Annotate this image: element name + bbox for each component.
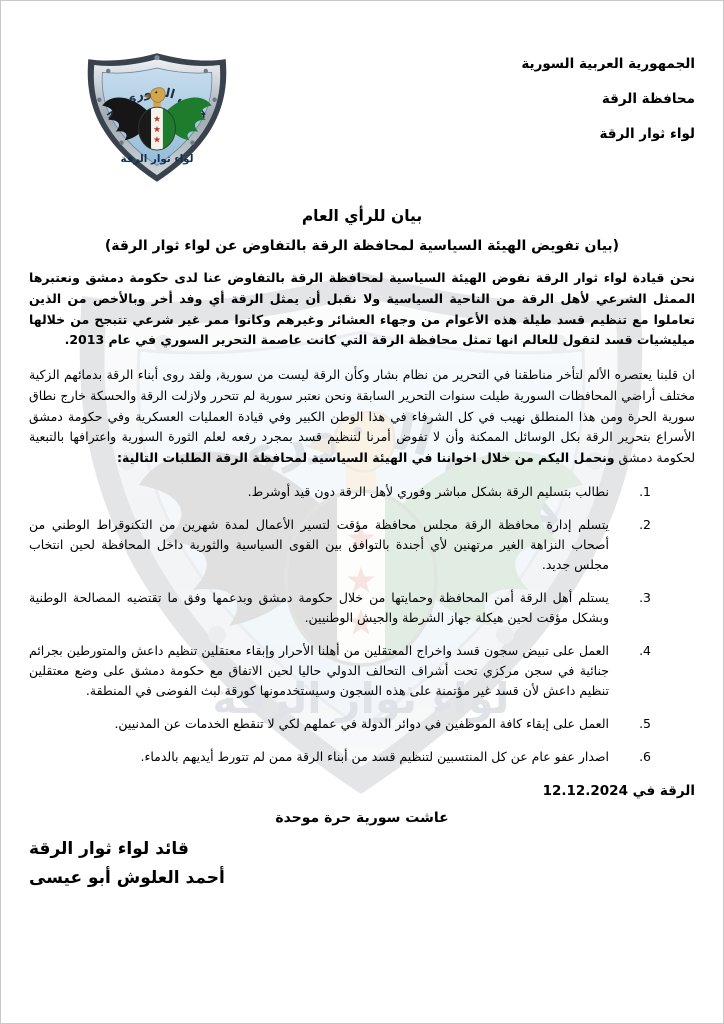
paragraph-context-normal: ان قلبنا يعتصره الألم لتأخر مناطقنا في التحرير من نظام بشار وكأن الرقة ليست من سورية, ولقد روى أبناء الرقة بدمائهم الزكية مختلف أراضي المحافظات السورية طيلت سنوات التحرير السابقة ونحن نعتبر سورية لم تتحرر ولازلت الرقة والحسكة خارج نطاق سورية الحرة ومن هذا المنطلق نهيب في كل الشرفاء في هذا الوطن الكبير وفي قيادة العمليات العسكرية وفي حكومة دمشق الأسراع بتحرير الرقة بكل الوسائل الممكنة وأن لا تفوض أمرنا لتنظيم قسد بمجرد رفعه لعلم الثورة السورية واعترافها بالتبعية لحكومة دمشق — [29, 367, 695, 465]
paragraph-context-bold: ونحمل اليكم من خلال اخواننا في الهيئة السياسية لمحافظة الرقة الطلبات التالية: — [116, 450, 615, 465]
paragraph-authorization: نحن قيادة لواء ثوار الرقة نفوض الهيئة السياسية لمحافظة الرقة بالتفاوض عنا لدى حكومة دمشق ونعتبرها الممثل الشرعي لأهل الرقة من الناحية السياسية ولا نقبل أن يمثل الرقة أي وفد أخر وبالأخص من الذين تعاملوا مع تنظيم قسد طيلة هذه الأعوام من وجهاء العشائر وغيرهم وكانوا ممر غير شرعي تتبجح من خلالها ميليشيات قسد لتقول للعالم انها تمثل محافظة الرقة التي كانت عاصمة التحرير السوري في عام 2013. — [29, 270, 695, 348]
demand-text: العمل على إبقاء كافة الموظفين في دوائر الدولة في عملهم لكي لا تنقطع الخدمات عن المدنيين. — [114, 715, 609, 731]
demand-text: العمل على تبيض سجون قسد واخراج المعتقلين من أهلنا الأحرار وإبقاء معتقلين تنظيم داعش والمتورطين بجرائم جنائية في سجن مركزي تحت أشراف التحالف الدولي حاليا لحين الاتفاق مع حكومة دمشق على وضع معتقلين تنظيم داعش لأن قسد غير مؤتمنة على هذه السجون وسيستخدمونها كورقة لبث الفوضى في المنطقة. — [29, 642, 609, 698]
demand-item-6 — [29, 747, 651, 767]
document-content — [1, 1, 723, 888]
letterhead-brigade: لواء ثوار الرقة — [599, 126, 695, 142]
demands-list — [29, 482, 651, 767]
demand-text: نطالب بتسليم الرقة بشكل مباشر وفوري لأهل الرقة دون قيد أوشرط. — [247, 483, 609, 499]
demand-item-2 — [29, 515, 651, 575]
signature-title: قائد لواء ثوار الرقة — [29, 838, 189, 859]
demand-text: يتسلم إدارة محافظة الرقة مجلس محافظة مؤقت لتسير الأعمال لمدة شهرين من التكنوقراط الوطني من أصحاب النزاهة الغير مرتهنين لأي أجندة بالتوافق بين القوى السياسية والثورية داخل المحافظة لحين انتخاب مجلس جديد. — [29, 516, 609, 572]
letterhead-governorate: محافظة الرقة — [601, 91, 695, 107]
demand-text: اصدار عفو عام عن كل المنتسبين لتنظيم قسد من أبناء الرقة ممن لم تتورط أيديهم بالدماء. — [140, 748, 609, 764]
demand-number: 1. — [639, 483, 651, 499]
letterhead — [29, 47, 695, 187]
demand-item-5 — [29, 714, 651, 734]
statement-subtitle: (بيان تفويض الهيئة السياسية لمحافظة الرقة بالتفاوض عن لواء ثوار الرقة) — [104, 238, 620, 254]
demand-number: 5. — [639, 715, 651, 731]
closing-slogan: عاشت سورية حرة موحدة — [275, 809, 449, 826]
demand-item-1 — [29, 482, 651, 502]
letterhead-country: الجمهورية العربية السورية — [521, 56, 695, 72]
demand-number: 3. — [639, 589, 651, 605]
demand-item-4 — [29, 641, 651, 701]
statement-title: بيان للرأي العام — [301, 207, 423, 225]
demand-number: 6. — [639, 748, 651, 764]
demand-item-3 — [29, 588, 651, 628]
brigade-logo — [83, 51, 231, 184]
demand-text: يستلم أهل الرقة أمن المحافظة وحمايتها من خلال حكومة دمشق وبدعمها وفق ما تقتضيه المصالحة الوطنية وبشكل مؤقت لحين هيكلة جهاز الشرطة والجيش الوطنيين. — [29, 589, 609, 625]
signature-name: أحمد العلوش أبو عيسى — [29, 867, 225, 888]
demand-number: 2. — [639, 516, 651, 532]
brigade-shield-icon — [83, 51, 231, 184]
demand-number: 4. — [639, 642, 651, 658]
date-line: الرقة في 12.12.2024 — [542, 782, 695, 799]
paragraph-context — [29, 365, 695, 469]
